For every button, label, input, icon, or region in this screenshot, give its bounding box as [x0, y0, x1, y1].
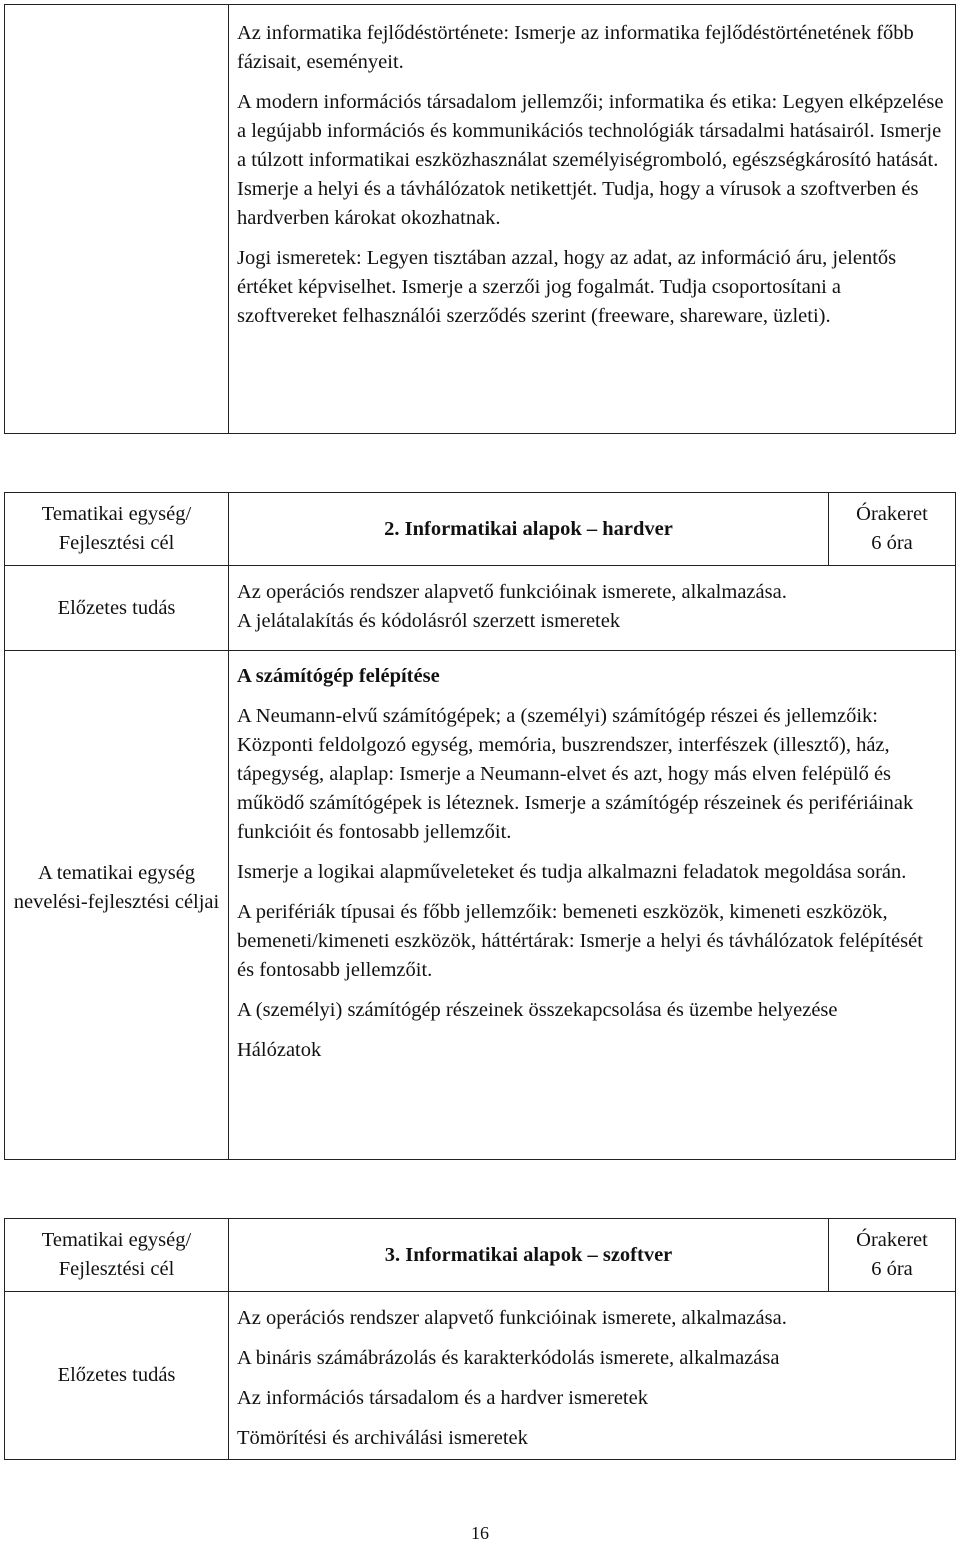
goals-label: A tematikai egység nevelési-fejlesztési céljai	[5, 651, 229, 1160]
prior-cell	[229, 1292, 955, 1459]
prior-item: Az operációs rendszer alapvető funkcióinak ismerete, alkalmazása.	[237, 1307, 787, 1329]
content-cell	[229, 5, 955, 433]
table-software	[4, 1218, 956, 1460]
goal-item: A perifériák típusai és főbb jellemzőik: bemeneti eszközök, kimeneti eszközök, bemeneti/kimeneti eszközök, háttértárak: Ismerje a helyi és távhálózatok felépítését és fontosabb jellemzőit.	[237, 901, 923, 981]
goal-item: Hálózatok	[237, 1039, 322, 1061]
table-hardware	[4, 492, 956, 1160]
empty-label-cell	[5, 5, 229, 433]
goal-item: A (személyi) számítógép részeinek összekapcsolása és üzembe helyezése	[237, 999, 838, 1021]
prior-item: A jelátalakítás és kódolásról szerzett ismeretek	[237, 610, 621, 632]
prior-item: Az operációs rendszer alapvető funkcióinak ismerete, alkalmazása.	[237, 581, 787, 603]
prior-item: A bináris számábrázolás és karakterkódolás ismerete, alkalmazása	[237, 1347, 780, 1369]
goals-heading: A számítógép felépítése	[237, 665, 440, 687]
unit-label: Tematikai egység/ Fejlesztési cél	[5, 493, 229, 565]
table-row-prior	[5, 565, 955, 650]
table-continuation	[4, 4, 956, 434]
unit-title: 2. Informatikai alapok – hardver	[229, 493, 829, 565]
paragraph: Az informatika fejlődéstörténete: Ismerje az informatika fejlődéstörténetének főbb fázisait, eseményeit.	[237, 22, 914, 73]
unit-title: 3. Informatikai alapok – szoftver	[229, 1219, 829, 1291]
prior-item: Tömörítési és archiválási ismeretek	[237, 1427, 528, 1449]
unit-label: Tematikai egység/ Fejlesztési cél	[5, 1219, 229, 1291]
hours-cell	[829, 1219, 955, 1291]
prior-label: Előzetes tudás	[5, 566, 229, 650]
hours-label: Órakeret	[856, 503, 928, 525]
page-number: 16	[471, 1523, 489, 1543]
paragraph: Jogi ismeretek: Legyen tisztában azzal, hogy az adat, az információ áru, jelentős értéket képviselhet. Ismerje a szerzői jog fogalmát. Tudja csoportosítani a szoftvereket felhasználói szerződés szerint (freeware, shareware, üzleti).	[237, 247, 897, 327]
goal-item: Ismerje a logikai alapműveleteket és tudja alkalmazni feladatok megoldása során.	[237, 861, 907, 883]
prior-label: Előzetes tudás	[5, 1292, 229, 1459]
table-row-prior	[5, 1291, 955, 1459]
hours-value: 6 óra	[871, 1258, 913, 1280]
paragraph: A modern információs társadalom jellemzői; informatika és etika: Legyen elképzelése a legújabb információs és kommunikációs technológiák társadalmi hatásairól. Ismerje a túlzott informatikai eszközhasználat személyiségromboló, egészségkárosító hatását. Ismerje a helyi és a távhálózatok netikettjét. Tudja, hogy a vírusok a szoftverben és hardverben károkat okozhatnak.	[237, 91, 944, 229]
goals-cell	[229, 651, 955, 1160]
goal-item: A Neumann-elvű számítógépek; a (személyi) számítógép részei és jellemzőik: Központi feldolgozó egység, memória, buszrendszer, interfészek (illesztő), ház, tápegység, alaplap: Ismerje a Neumann-elvet és azt, hogy más elven felépülő és működő számítógépek is léteznek. Ismerje a számítógép részeinek és perifériáinak funkcióit és fontosabb jellemzőit.	[237, 705, 914, 843]
hours-value: 6 óra	[871, 532, 913, 554]
prior-item: Az információs társadalom és a hardver ismeretek	[237, 1387, 648, 1409]
table-row	[5, 5, 955, 433]
table-row-goals	[5, 650, 955, 1160]
hours-cell	[829, 493, 955, 565]
table-header-row	[5, 1219, 955, 1291]
prior-cell	[229, 566, 955, 650]
table-header-row	[5, 493, 955, 565]
hours-label: Órakeret	[856, 1229, 928, 1251]
